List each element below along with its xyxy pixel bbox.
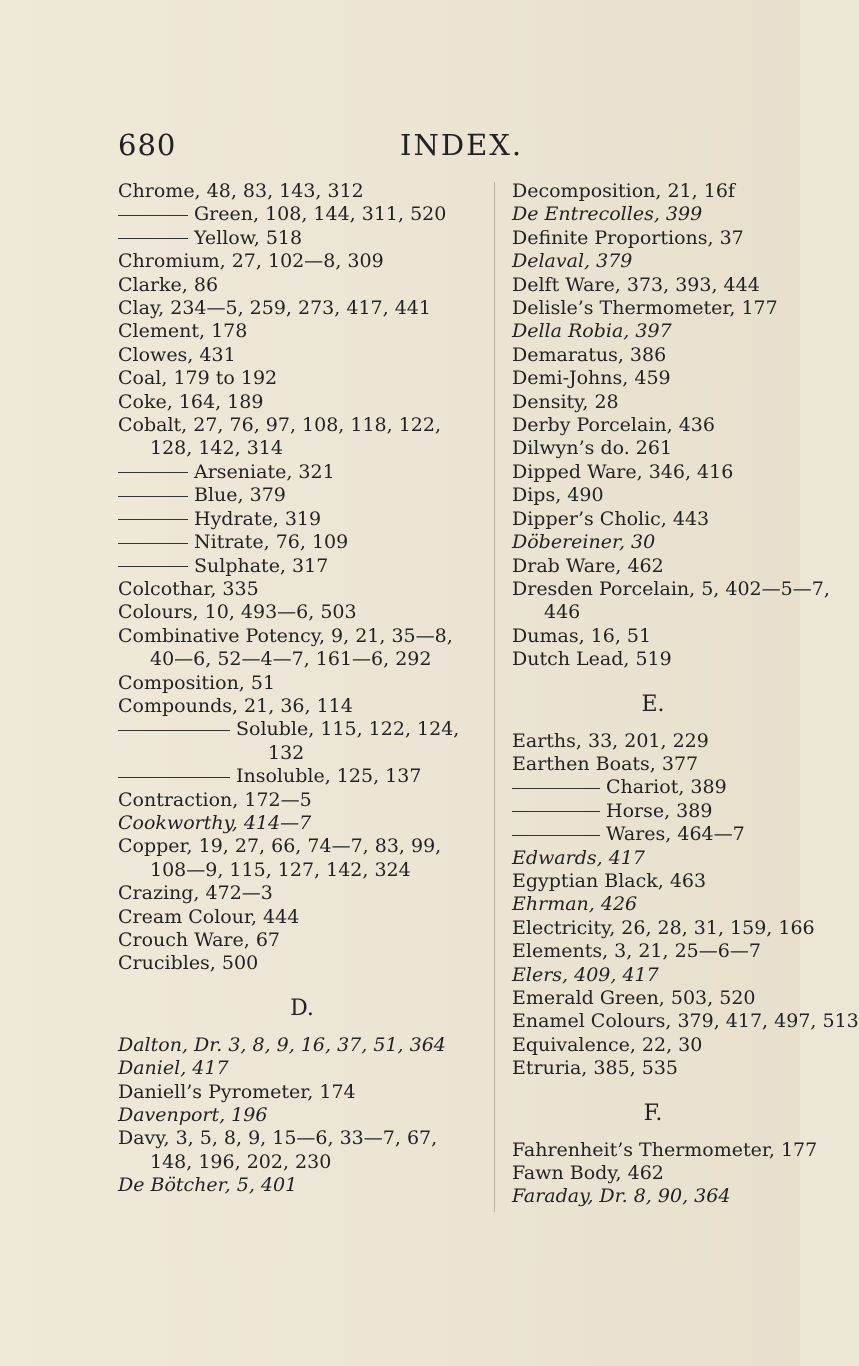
index-entry-text: Elements, 3, 21, 25—6—7 xyxy=(512,940,761,963)
index-column-left xyxy=(118,180,486,1198)
index-entry-continuation xyxy=(118,859,486,882)
index-entry-text: Etruria, 385, 535 xyxy=(512,1057,678,1080)
index-subentry xyxy=(512,823,794,846)
index-entry-text: Coke, 164, 189 xyxy=(118,390,264,413)
index-entry xyxy=(512,648,794,671)
index-entry xyxy=(512,753,794,776)
index-entry xyxy=(118,250,486,273)
index-subentry xyxy=(118,461,486,484)
index-entry xyxy=(512,1010,859,1033)
index-entry-text: Compounds, 21, 36, 114 xyxy=(118,694,353,717)
index-entry-text: Colours, 10, 493—6, 503 xyxy=(118,601,357,624)
index-entry xyxy=(512,916,815,940)
index-entry xyxy=(512,437,794,460)
index-entry-text: Chariot, 389 xyxy=(606,776,727,799)
index-entry-text: Chrome, 48, 83, 143, 312 xyxy=(118,180,364,202)
index-subentry xyxy=(118,765,486,788)
index-entry xyxy=(118,367,486,390)
index-entry-text: Combinative Potency, 9, 21, 35—8, xyxy=(118,624,453,647)
index-entry xyxy=(118,812,486,835)
index-entry-continuation xyxy=(118,1151,486,1174)
index-subentry xyxy=(118,484,486,507)
index-entry xyxy=(118,344,486,367)
index-entry xyxy=(512,367,794,390)
index-entry xyxy=(512,577,830,601)
index-entry xyxy=(118,906,486,929)
index-entry xyxy=(118,1104,486,1127)
index-entry-text: Fawn Body, 462 xyxy=(512,1162,664,1185)
ditto-dash xyxy=(118,519,188,520)
index-entry-text: Dutch Lead, 519 xyxy=(512,648,672,671)
index-entry-text: Colcothar, 335 xyxy=(118,577,259,600)
index-subentry xyxy=(118,203,486,226)
index-entry xyxy=(118,929,486,952)
index-entry-text: Soluble, 115, 122, 124, xyxy=(236,718,460,741)
column-divider xyxy=(494,182,495,1212)
index-entry-text: Dipper’s Cholic, 443 xyxy=(512,507,710,530)
index-entry-text: Faraday, Dr. 8, 90, 364 xyxy=(512,1185,731,1208)
index-entry-text: De Entrecolles, 399 xyxy=(512,203,703,226)
index-subentry xyxy=(118,531,486,554)
index-entry-text: Yellow, 518 xyxy=(194,226,303,249)
index-entry-text: Cream Colour, 444 xyxy=(118,905,300,928)
index-entry-text: Elers, 409, 417 xyxy=(512,963,659,986)
index-entry-text: 446 xyxy=(544,601,581,624)
index-entry-text: Dilwyn’s do. 261 xyxy=(512,437,673,460)
index-entry-text: Emerald Green, 503, 520 xyxy=(512,987,756,1009)
index-entry-text: Equivalence, 22, 30 xyxy=(512,1033,703,1056)
index-entry-text: De Bötcher, 5, 401 xyxy=(118,1174,298,1197)
index-entry-text: Delaval, 379 xyxy=(512,250,633,273)
index-entry-text: Clarke, 86 xyxy=(118,273,219,296)
index-entry xyxy=(512,847,794,870)
index-entry-text: Coal, 179 to 192 xyxy=(118,367,278,390)
index-subentry xyxy=(118,227,486,250)
index-entry xyxy=(118,952,486,975)
index-entry xyxy=(512,730,794,753)
index-entry-text: Davy, 3, 5, 8, 9, 15—6, 33—7, 67, xyxy=(118,1127,438,1150)
index-entry-text: Arseniate, 321 xyxy=(194,460,335,483)
index-entry-text: Composition, 51 xyxy=(118,671,276,694)
index-entry xyxy=(118,789,486,812)
running-head: INDEX. xyxy=(400,128,524,162)
index-entry-text: Daniell’s Pyrometer, 174 xyxy=(118,1080,356,1103)
index-entry-text: Enamel Colours, 379, 417, 497, 513 xyxy=(512,1010,859,1033)
index-entry xyxy=(512,1034,794,1057)
index-entry-continuation xyxy=(118,648,486,671)
index-subentry xyxy=(512,800,794,823)
index-entry-text: Dipped Ware, 346, 416 xyxy=(512,460,734,483)
section-letter: F. xyxy=(643,1100,663,1126)
index-entry-continuation xyxy=(118,742,486,765)
index-entry-continuation xyxy=(512,601,794,624)
index-entry-text: Cookworthy, 414—7 xyxy=(118,811,312,834)
index-entry xyxy=(118,274,486,297)
index-entry-text: Horse, 389 xyxy=(606,799,713,822)
index-entry-text: 40—6, 52—4—7, 161—6, 292 xyxy=(150,648,432,671)
index-entry xyxy=(512,1185,794,1208)
index-entry-text: Crazing, 472—3 xyxy=(118,882,273,905)
index-entry-text: 148, 196, 202, 230 xyxy=(150,1150,332,1173)
index-entry-text: Earthen Boats, 377 xyxy=(512,752,699,775)
index-entry xyxy=(118,882,486,905)
index-entry-text: Dresden Porcelain, 5, 402—5—7, xyxy=(512,577,830,600)
index-entry-text: Drab Ware, 462 xyxy=(512,554,664,577)
index-entry xyxy=(118,672,486,695)
index-entry xyxy=(512,893,794,916)
index-entry xyxy=(118,601,486,624)
index-entry xyxy=(118,414,486,437)
index-entry-text: Fahrenheit’s Thermometer, 177 xyxy=(512,1138,818,1161)
ditto-dash xyxy=(118,566,188,567)
index-entry xyxy=(118,625,486,648)
index-entry xyxy=(512,484,794,507)
index-entry-text: Earths, 33, 201, 229 xyxy=(512,729,709,752)
index-entry-text: Definite Proportions, 37 xyxy=(512,226,744,249)
index-entry xyxy=(512,391,794,414)
index-entry-text: Edwards, 417 xyxy=(512,846,645,869)
index-entry xyxy=(512,964,794,987)
index-entry-text: Sulphate, 317 xyxy=(194,554,329,577)
index-entry xyxy=(512,531,794,554)
index-entry xyxy=(512,344,794,367)
index-entry-text: Egyptian Black, 463 xyxy=(512,869,707,892)
index-entry-text: Electricity, 26, 28, 31, 159, 166 xyxy=(512,916,815,939)
index-entry-text: Decomposition, 21, 16f xyxy=(512,180,735,202)
index-column-right xyxy=(512,180,859,1209)
ditto-dash xyxy=(118,730,230,731)
index-entry xyxy=(118,695,486,718)
index-entry-text: Insoluble, 125, 137 xyxy=(236,765,422,788)
index-entry-text: Wares, 464—7 xyxy=(606,823,745,846)
index-subentry xyxy=(118,555,486,578)
section-letter: D. xyxy=(290,995,314,1021)
index-entry-text: Nitrate, 76, 109 xyxy=(194,531,349,554)
index-entry xyxy=(512,940,794,963)
index-entry-text: Dalton, Dr. 3, 8, 9, 16, 37, 51, 364 xyxy=(118,1033,446,1056)
index-entry-text: Density, 28 xyxy=(512,390,619,413)
index-entry xyxy=(118,1057,486,1080)
index-entry xyxy=(512,987,794,1010)
index-entry xyxy=(118,297,486,320)
index-entry xyxy=(512,250,794,273)
index-entry-text: Daniel, 417 xyxy=(118,1057,229,1080)
index-entry xyxy=(118,180,486,203)
index-entry xyxy=(512,180,794,203)
index-entry xyxy=(512,461,794,484)
index-entry-text: Blue, 379 xyxy=(194,484,286,507)
index-entry-text: Delft Ware, 373, 393, 444 xyxy=(512,273,760,296)
ditto-dash xyxy=(118,238,188,239)
index-entry xyxy=(118,578,486,601)
index-entry xyxy=(512,508,794,531)
index-entry xyxy=(118,1127,486,1150)
ditto-dash xyxy=(118,543,188,544)
index-entry xyxy=(118,1081,486,1104)
index-entry xyxy=(118,1174,486,1197)
section-letter: E. xyxy=(641,691,665,717)
index-entry-text: Hydrate, 319 xyxy=(194,507,322,530)
index-entry-text: Dips, 490 xyxy=(512,484,604,507)
index-entry xyxy=(512,203,794,226)
index-entry-text: Dumas, 16, 51 xyxy=(512,624,652,647)
index-entry-text: Copper, 19, 27, 66, 74—7, 83, 99, xyxy=(118,835,442,858)
index-entry xyxy=(118,320,486,343)
index-entry xyxy=(512,227,794,250)
index-entry-text: Green, 108, 144, 311, 520 xyxy=(194,203,447,226)
index-entry-continuation xyxy=(118,437,486,460)
index-entry xyxy=(512,555,794,578)
index-entry-text: 128, 142, 314 xyxy=(150,437,283,460)
index-entry xyxy=(512,414,794,437)
index-entry xyxy=(512,1162,794,1185)
index-entry-text: Demaratus, 386 xyxy=(512,343,667,366)
index-entry-text: Cobalt, 27, 76, 97, 108, 118, 122, xyxy=(118,414,442,437)
index-entry-text: Döbereiner, 30 xyxy=(512,531,656,554)
ditto-dash xyxy=(118,496,188,497)
ditto-dash xyxy=(512,788,600,789)
index-entry-text: Chromium, 27, 102—8, 309 xyxy=(118,250,384,273)
index-entry xyxy=(512,320,794,343)
index-subentry xyxy=(512,776,794,799)
index-entry-text: Ehrman, 426 xyxy=(512,893,638,916)
ditto-dash xyxy=(118,472,188,473)
index-entry-text: Davenport, 196 xyxy=(118,1104,268,1127)
index-entry xyxy=(512,625,794,648)
index-entry-text: Clay, 234—5, 259, 273, 417, 441 xyxy=(118,297,431,320)
index-entry-text: Derby Porcelain, 436 xyxy=(512,414,715,437)
ditto-dash xyxy=(118,777,230,778)
index-subentry xyxy=(118,508,486,531)
index-entry xyxy=(512,297,794,320)
ditto-dash xyxy=(512,835,600,836)
index-entry-text: 108—9, 115, 127, 142, 324 xyxy=(150,858,411,881)
page-number: 680 xyxy=(118,128,177,162)
index-entry-text: Della Robia, 397 xyxy=(512,320,672,343)
index-entry-text: Clowes, 431 xyxy=(118,343,236,366)
index-entry xyxy=(118,835,486,858)
ditto-dash xyxy=(512,811,600,812)
index-entry-text: Delisle’s Thermometer, 177 xyxy=(512,297,778,320)
index-entry-text: Crouch Ware, 67 xyxy=(118,929,281,951)
index-subentry xyxy=(118,718,486,741)
ditto-dash xyxy=(118,215,188,216)
index-entry xyxy=(512,870,794,893)
index-entry xyxy=(118,391,486,414)
index-entry xyxy=(512,274,794,297)
index-entry-text: Clement, 178 xyxy=(118,320,248,343)
index-entry xyxy=(512,1057,794,1080)
index-entry-text: Contraction, 172—5 xyxy=(118,788,312,811)
index-entry-text: 132 xyxy=(268,741,305,764)
index-entry xyxy=(118,1034,486,1057)
index-entry-text: Crucibles, 500 xyxy=(118,952,259,975)
index-entry xyxy=(512,1138,818,1162)
index-entry-text: Demi-Johns, 459 xyxy=(512,367,671,390)
